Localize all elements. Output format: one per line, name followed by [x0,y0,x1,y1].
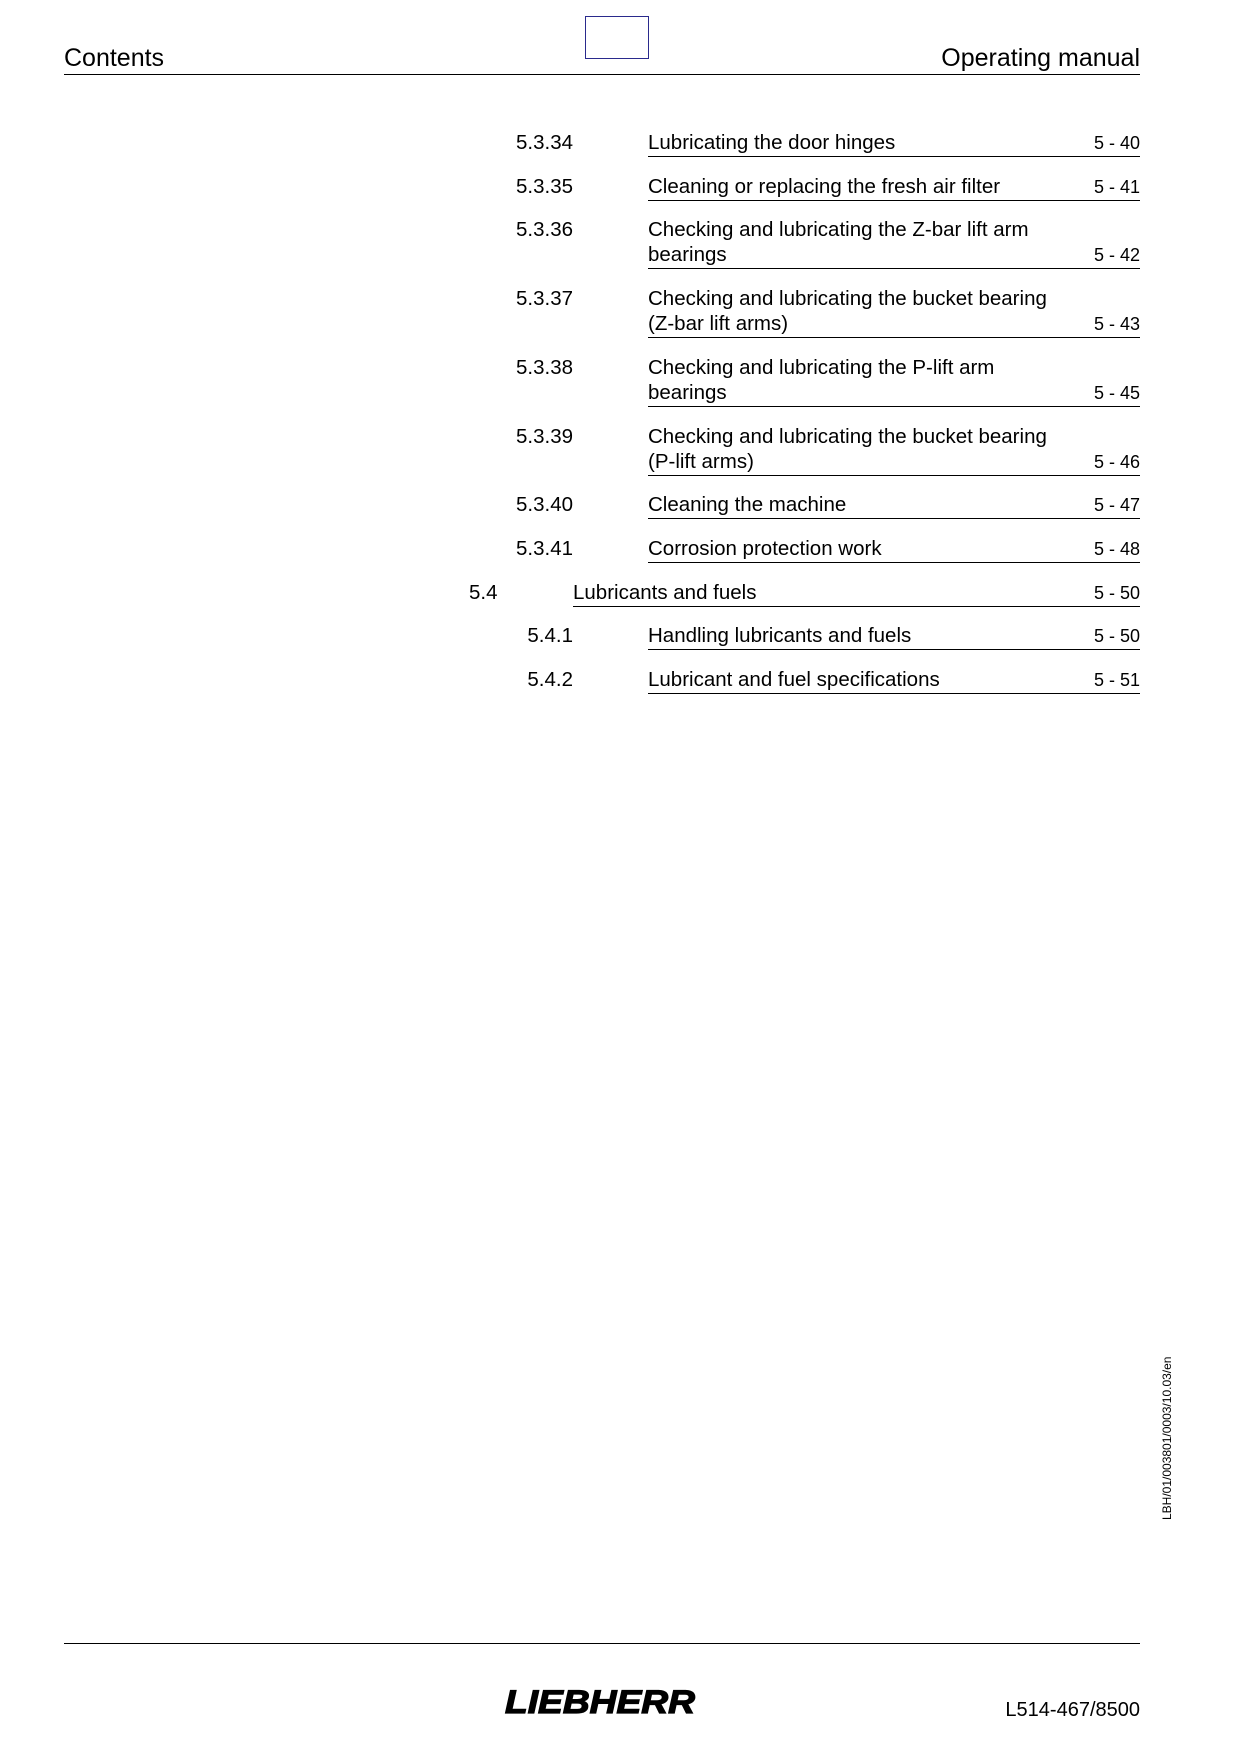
toc-number: 5.4 [469,580,498,604]
toc-title-line: bearings [648,243,727,267]
toc-entry[interactable] [516,217,1140,267]
toc-title-line: Lubricants and fuels [573,580,757,604]
toc-page-number: 5 - 45 [1093,382,1140,403]
toc-title-line: Corrosion protection work [648,536,882,560]
toc-number: 5.3.41 [516,536,573,560]
toc-title-line: Checking and lubricating the Z-bar lift arm [648,218,1029,242]
toc-page-number: 5 - 50 [1093,626,1140,647]
toc-page-number: 5 - 47 [1093,495,1140,516]
toc-title-line: Lubricating the door hinges [648,131,896,154]
toc-rule [648,562,1140,563]
toc-title-line: (Z-bar lift arms) [648,312,789,336]
toc-entry[interactable] [527,667,1140,692]
toc-rule [648,337,1140,338]
header-title: Contents [64,44,165,72]
toc-entry[interactable] [516,130,1140,155]
document-number: L514-467/8500 [1005,1699,1140,1721]
toc-title-line: Checking and lubricating the bucket bearing [648,287,1047,311]
header-manual-title: Operating manual [941,44,1140,72]
toc-title-line: (P-lift arms) [648,449,754,473]
document-code: LBH/01/003801/0003/10.03/en [1160,1356,1174,1520]
toc-page-number: 5 - 50 [1093,582,1140,603]
toc-number: 5.4.1 [527,624,573,648]
toc-title-line: Checking and lubricating the bucket bearing [648,424,1047,448]
toc-page-number: 5 - 51 [1093,670,1140,690]
toc-entry[interactable] [516,355,1140,405]
toc-number: 5.3.34 [516,131,573,154]
toc-page-number: 5 - 42 [1093,245,1140,266]
liebherr-logo [502,1684,698,1720]
footer-rule [64,1643,1140,1644]
toc-title-line: Handling lubricants and fuels [648,624,912,648]
toc-rule [648,156,1140,157]
toc-title-line: Cleaning or replacing the fresh air filter [648,174,1001,198]
toc-rule [648,518,1140,519]
toc-entry[interactable] [516,424,1140,474]
toc-title-line: Checking and lubricating the P-lift arm [648,355,995,379]
toc-entry[interactable] [516,174,1140,199]
toc-number: 5.3.37 [516,287,573,311]
toc-entry[interactable] [527,623,1140,648]
toc-rule [648,268,1140,269]
toc-entry[interactable] [516,286,1140,336]
toc-rule [648,693,1140,694]
toc-title-line: Lubricant and fuel specifications [648,668,940,691]
toc-number: 5.3.39 [516,424,573,448]
toc-page-number: 5 - 48 [1093,538,1140,559]
toc-rule [648,475,1140,476]
toc-entry[interactable] [516,492,1140,517]
toc-number: 5.3.35 [516,174,573,198]
toc-number: 5.3.38 [516,355,573,379]
toc-number: 5.4.2 [527,668,573,691]
toc-page-number: 5 - 41 [1093,176,1140,197]
toc-page-number: 5 - 46 [1093,451,1140,472]
toc-page-number: 5 - 43 [1093,314,1140,335]
toc-entry[interactable] [516,536,1140,561]
toc-title-line: bearings [648,380,727,404]
toc-number: 5.3.40 [516,493,573,517]
toc-rule [573,606,1140,607]
toc-number: 5.3.36 [516,218,573,242]
toc-page-number: 5 - 40 [1093,133,1140,153]
toc-rule [648,406,1140,407]
toc-entry[interactable] [469,580,1140,605]
toc-rule [648,200,1140,201]
toc-rule [648,649,1140,650]
logo-text: LIEBHERR [505,1684,695,1720]
toc-title-line: Cleaning the machine [648,493,847,517]
